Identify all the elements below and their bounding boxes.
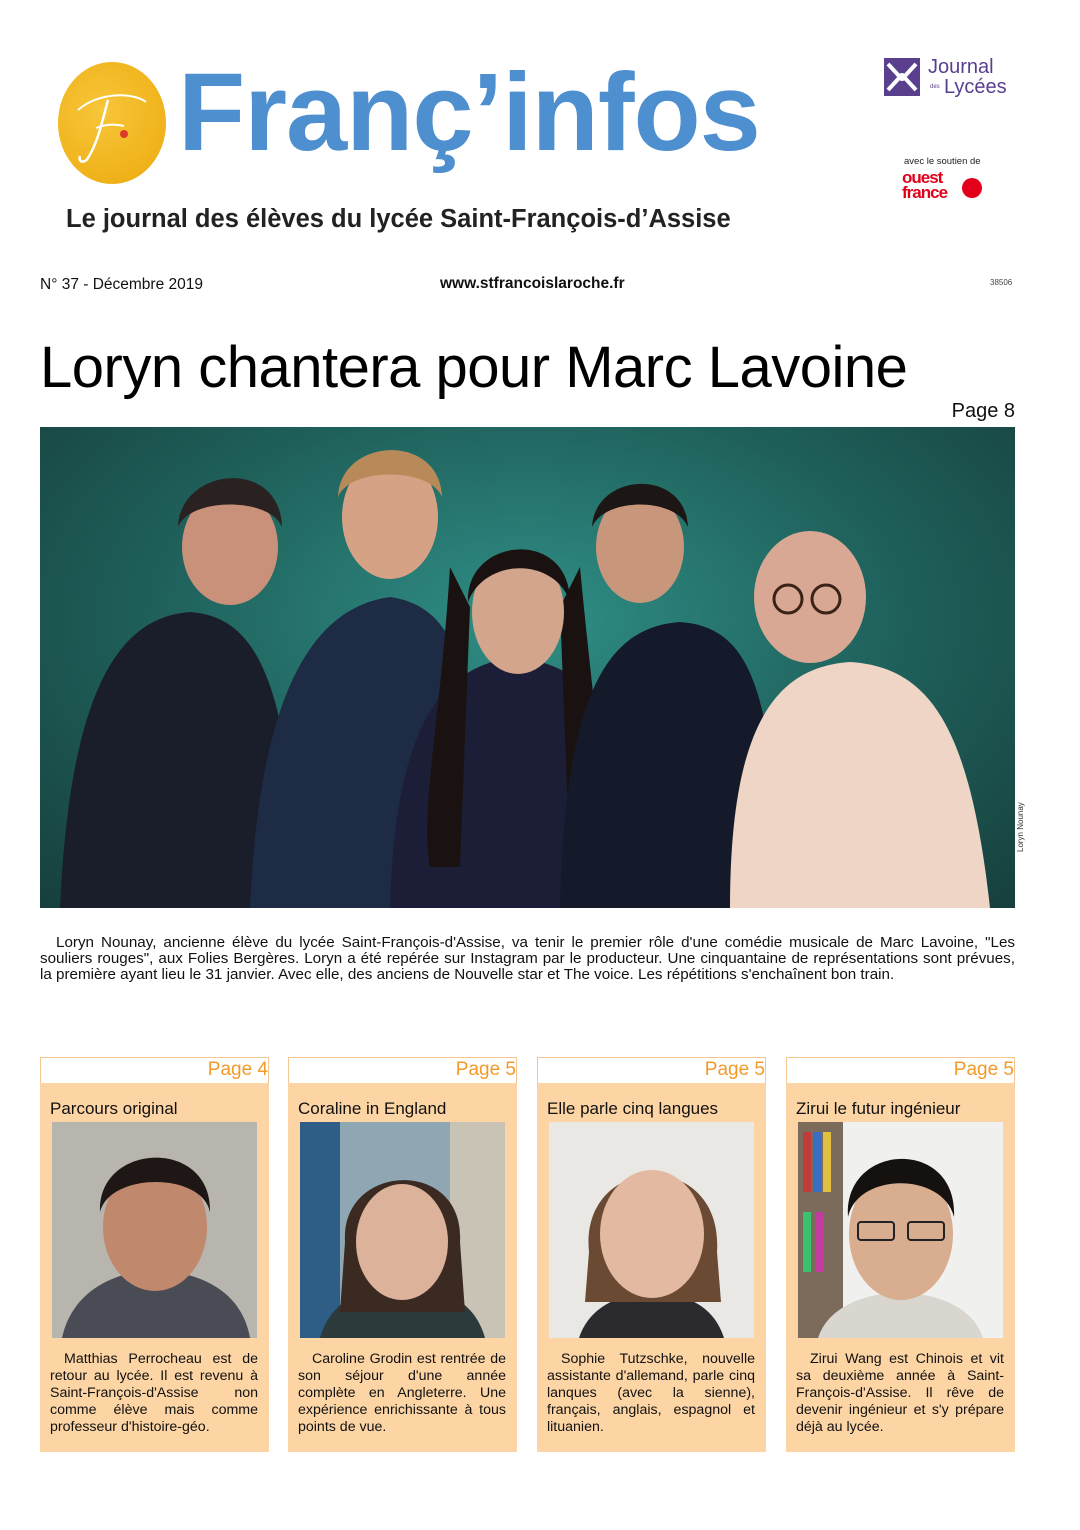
card-title: Parcours original: [50, 1099, 178, 1118]
card-text: Caroline Grodin est rentrée de son séjour d'une année complète en Angleterre. Une expérience enrichissante à tous points de vue.: [298, 1351, 506, 1435]
card-page-ref: Page 5: [953, 1059, 1014, 1080]
partner-logo-line2: Lycées: [944, 76, 1007, 98]
card-header: [288, 1057, 517, 1083]
card-page-ref: Page 4: [207, 1059, 268, 1080]
journal-lycees-mark-icon: [884, 58, 920, 96]
portrait-photo: [798, 1122, 1003, 1338]
photo-credit: Loryn Nounay: [1016, 802, 1025, 852]
journal-des-lycees-logo: [884, 56, 1014, 100]
partner-logo-tiny: des: [930, 84, 940, 90]
sponsor-logo-line1: ouest: [902, 168, 943, 187]
portrait-photo: [549, 1122, 754, 1338]
newspaper-logo: [58, 62, 166, 184]
card-header: [40, 1057, 269, 1083]
card-text: Matthias Perrocheau est de retour au lycée. Il est revenu à Saint-François-d'Assise non comme élève mais comme professeur d'histoire-géo.: [50, 1351, 258, 1435]
website-link[interactable]: www.stfrancoislaroche.fr: [440, 275, 625, 292]
sponsor-caption: avec le soutien de: [904, 156, 981, 167]
card-header: [537, 1057, 766, 1083]
card-text: Sophie Tutzschke, nouvelle assistante d'allemand, parle cinq lanques (avec la sienne), français, anglais, espagnol et lituanien.: [547, 1351, 755, 1435]
card-title: Elle parle cinq langues: [547, 1099, 719, 1118]
teaser-card-coraline[interactable]: [288, 1057, 517, 1452]
ouest-france-logo: [900, 170, 990, 204]
main-article-page-ref: Page 8: [951, 400, 1015, 422]
main-group-photo: [40, 427, 1015, 908]
card-text: Zirui Wang est Chinois et vit sa deuxième année à Saint-François-d'Assise. Il rêve de devenir ingénieur et s'y prépare déjà au lycée.: [796, 1351, 1004, 1435]
card-title: Zirui le futur ingénieur: [796, 1099, 961, 1118]
card-header: [786, 1057, 1015, 1083]
card-page-ref: Page 5: [704, 1059, 765, 1080]
main-article-lead: Loryn Nounay, ancienne élève du lycée Saint-François-d'Assise, va tenir le premier rôle d'une comédie musicale de Marc Lavoine, "Les souliers rouges", aux Folies Bergères. Loryn a été repérée sur Instagram par le producteur. Une cinquantaine de représentations sont prévues, la première ayant lieu le 31 janvier. Avec elle, des anciens de Nouvelle star et The voice. Les répétitions s'enchaînent bon train.: [40, 934, 1015, 983]
card-title: Coraline in England: [298, 1099, 447, 1118]
portrait-photo: [300, 1122, 505, 1338]
teaser-card-sophie[interactable]: [537, 1057, 766, 1452]
issue-number: N° 37 - Décembre 2019: [40, 276, 203, 293]
card-page-ref: Page 5: [455, 1059, 516, 1080]
sponsor-logo-line2: france: [902, 183, 948, 202]
ouest-france-mark-icon: [962, 178, 982, 198]
teaser-card-zirui[interactable]: [786, 1057, 1015, 1452]
sponsor-logo-text: [902, 170, 947, 200]
portrait-photo: [52, 1122, 257, 1338]
masthead-subtitle: Le journal des élèves du lycée Saint-François-d’Assise: [66, 205, 731, 233]
teaser-card-parcours[interactable]: [40, 1057, 269, 1452]
main-headline: Loryn chantera pour Marc Lavoine: [40, 335, 908, 400]
masthead-title: Franç’infos: [178, 51, 760, 174]
issue-code: 38506: [990, 278, 1013, 287]
partner-logo-line1: Journal: [928, 56, 994, 78]
